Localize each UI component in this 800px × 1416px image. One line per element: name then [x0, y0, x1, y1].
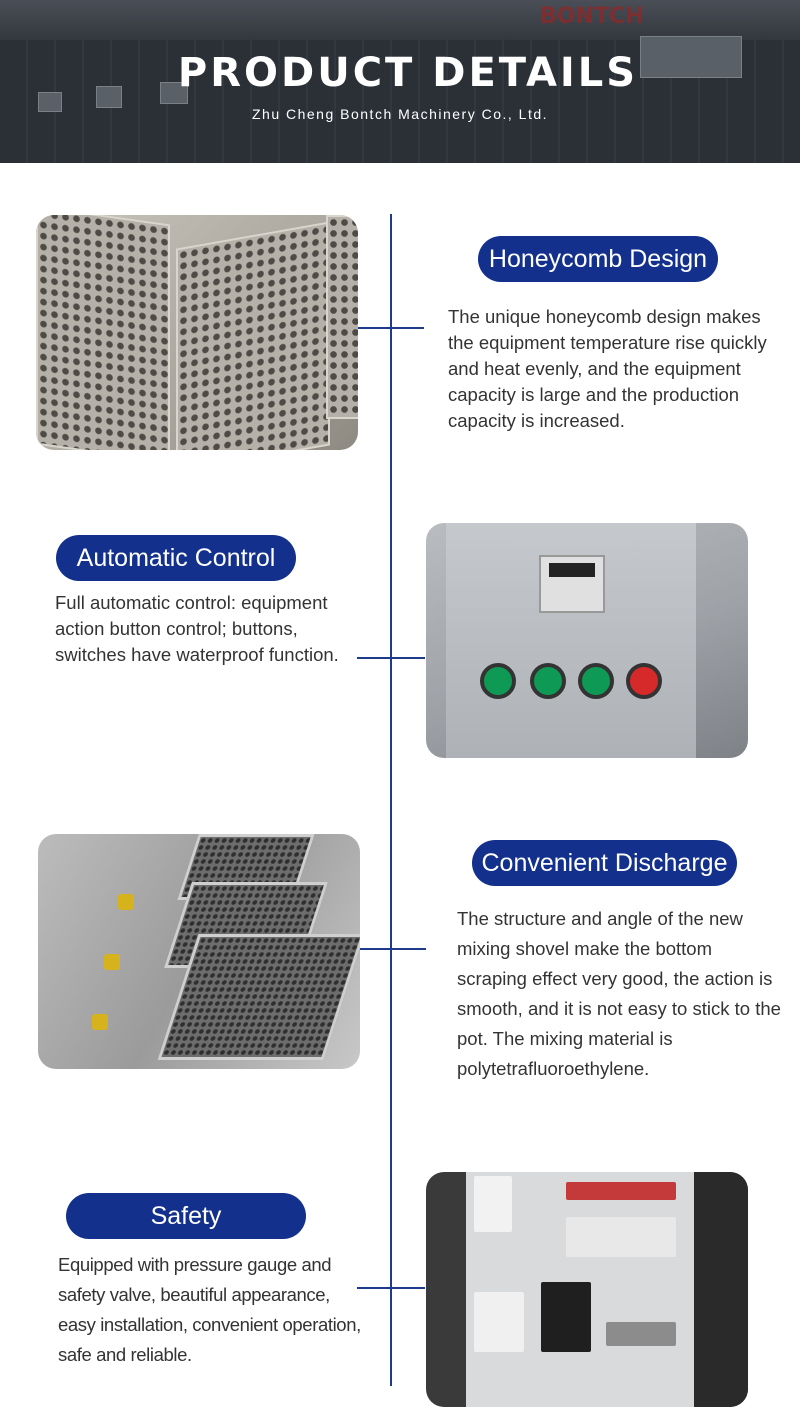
relay-row	[566, 1217, 676, 1257]
discharge-tank-photo	[38, 834, 360, 1069]
feature-desc-safety: Equipped with pressure gauge and safety valve, beautiful appearance, easy installation, convenient operation, safe and reliable.	[58, 1254, 361, 1365]
page-title: PRODUCT DETAILS	[177, 50, 639, 96]
timeline-vertical-line	[390, 214, 392, 1386]
honeycomb-panel	[326, 215, 358, 419]
banner-sign-logo: BONTCH	[540, 4, 644, 29]
control-panel-photo	[426, 523, 748, 758]
electrical-cabinet-photo	[426, 1172, 748, 1407]
honeycomb-photo	[36, 215, 358, 450]
honeycomb-panel	[176, 221, 330, 450]
cable-conduit	[694, 1172, 748, 1407]
red-button	[626, 663, 662, 699]
feature-title-safety: Safety	[66, 1193, 306, 1239]
feature-title-honeycomb: Honeycomb Design	[478, 236, 718, 282]
timeline-connector	[357, 657, 425, 659]
feature-title-convenient-discharge: Convenient Discharge	[472, 840, 737, 886]
green-button	[480, 663, 516, 699]
inverter-component	[541, 1282, 591, 1352]
timeline-connector	[357, 1287, 425, 1289]
honeycomb-panel	[36, 215, 170, 450]
feature-desc-convenient-discharge: The structure and angle of the new mixing shovel make the bottom scraping effect very good, the action is smooth, and it is not easy to stick to the pot. The mixing material is polytetrafluoroethylene.	[457, 908, 781, 1079]
timeline-connector	[358, 327, 424, 329]
page-subtitle: Zhu Cheng Bontch Machinery Co., Ltd.	[251, 106, 549, 122]
header-banner	[0, 0, 800, 163]
feature-title-automatic-control: Automatic Control	[56, 535, 296, 581]
timeline-connector	[360, 948, 426, 950]
valve-icon	[104, 954, 120, 970]
banner-sky	[0, 0, 800, 40]
green-button	[578, 663, 614, 699]
green-button	[530, 663, 566, 699]
breaker-component	[474, 1176, 512, 1232]
feature-desc-honeycomb: The unique honeycomb design makes the equipment temperature rise quickly and heat evenly, and the equipment capacity is large and the production capacity is increased.	[448, 306, 767, 431]
temperature-meter	[539, 555, 605, 613]
feature-desc-automatic-control: Full automatic control: equipment action button control; buttons, switches have waterproof function.	[55, 592, 339, 665]
power-supply-component	[606, 1322, 676, 1346]
terminal-strip	[566, 1182, 676, 1200]
valve-icon	[92, 1014, 108, 1030]
meter-display	[549, 563, 595, 577]
valve-icon	[118, 894, 134, 910]
contactor-component	[474, 1292, 524, 1352]
